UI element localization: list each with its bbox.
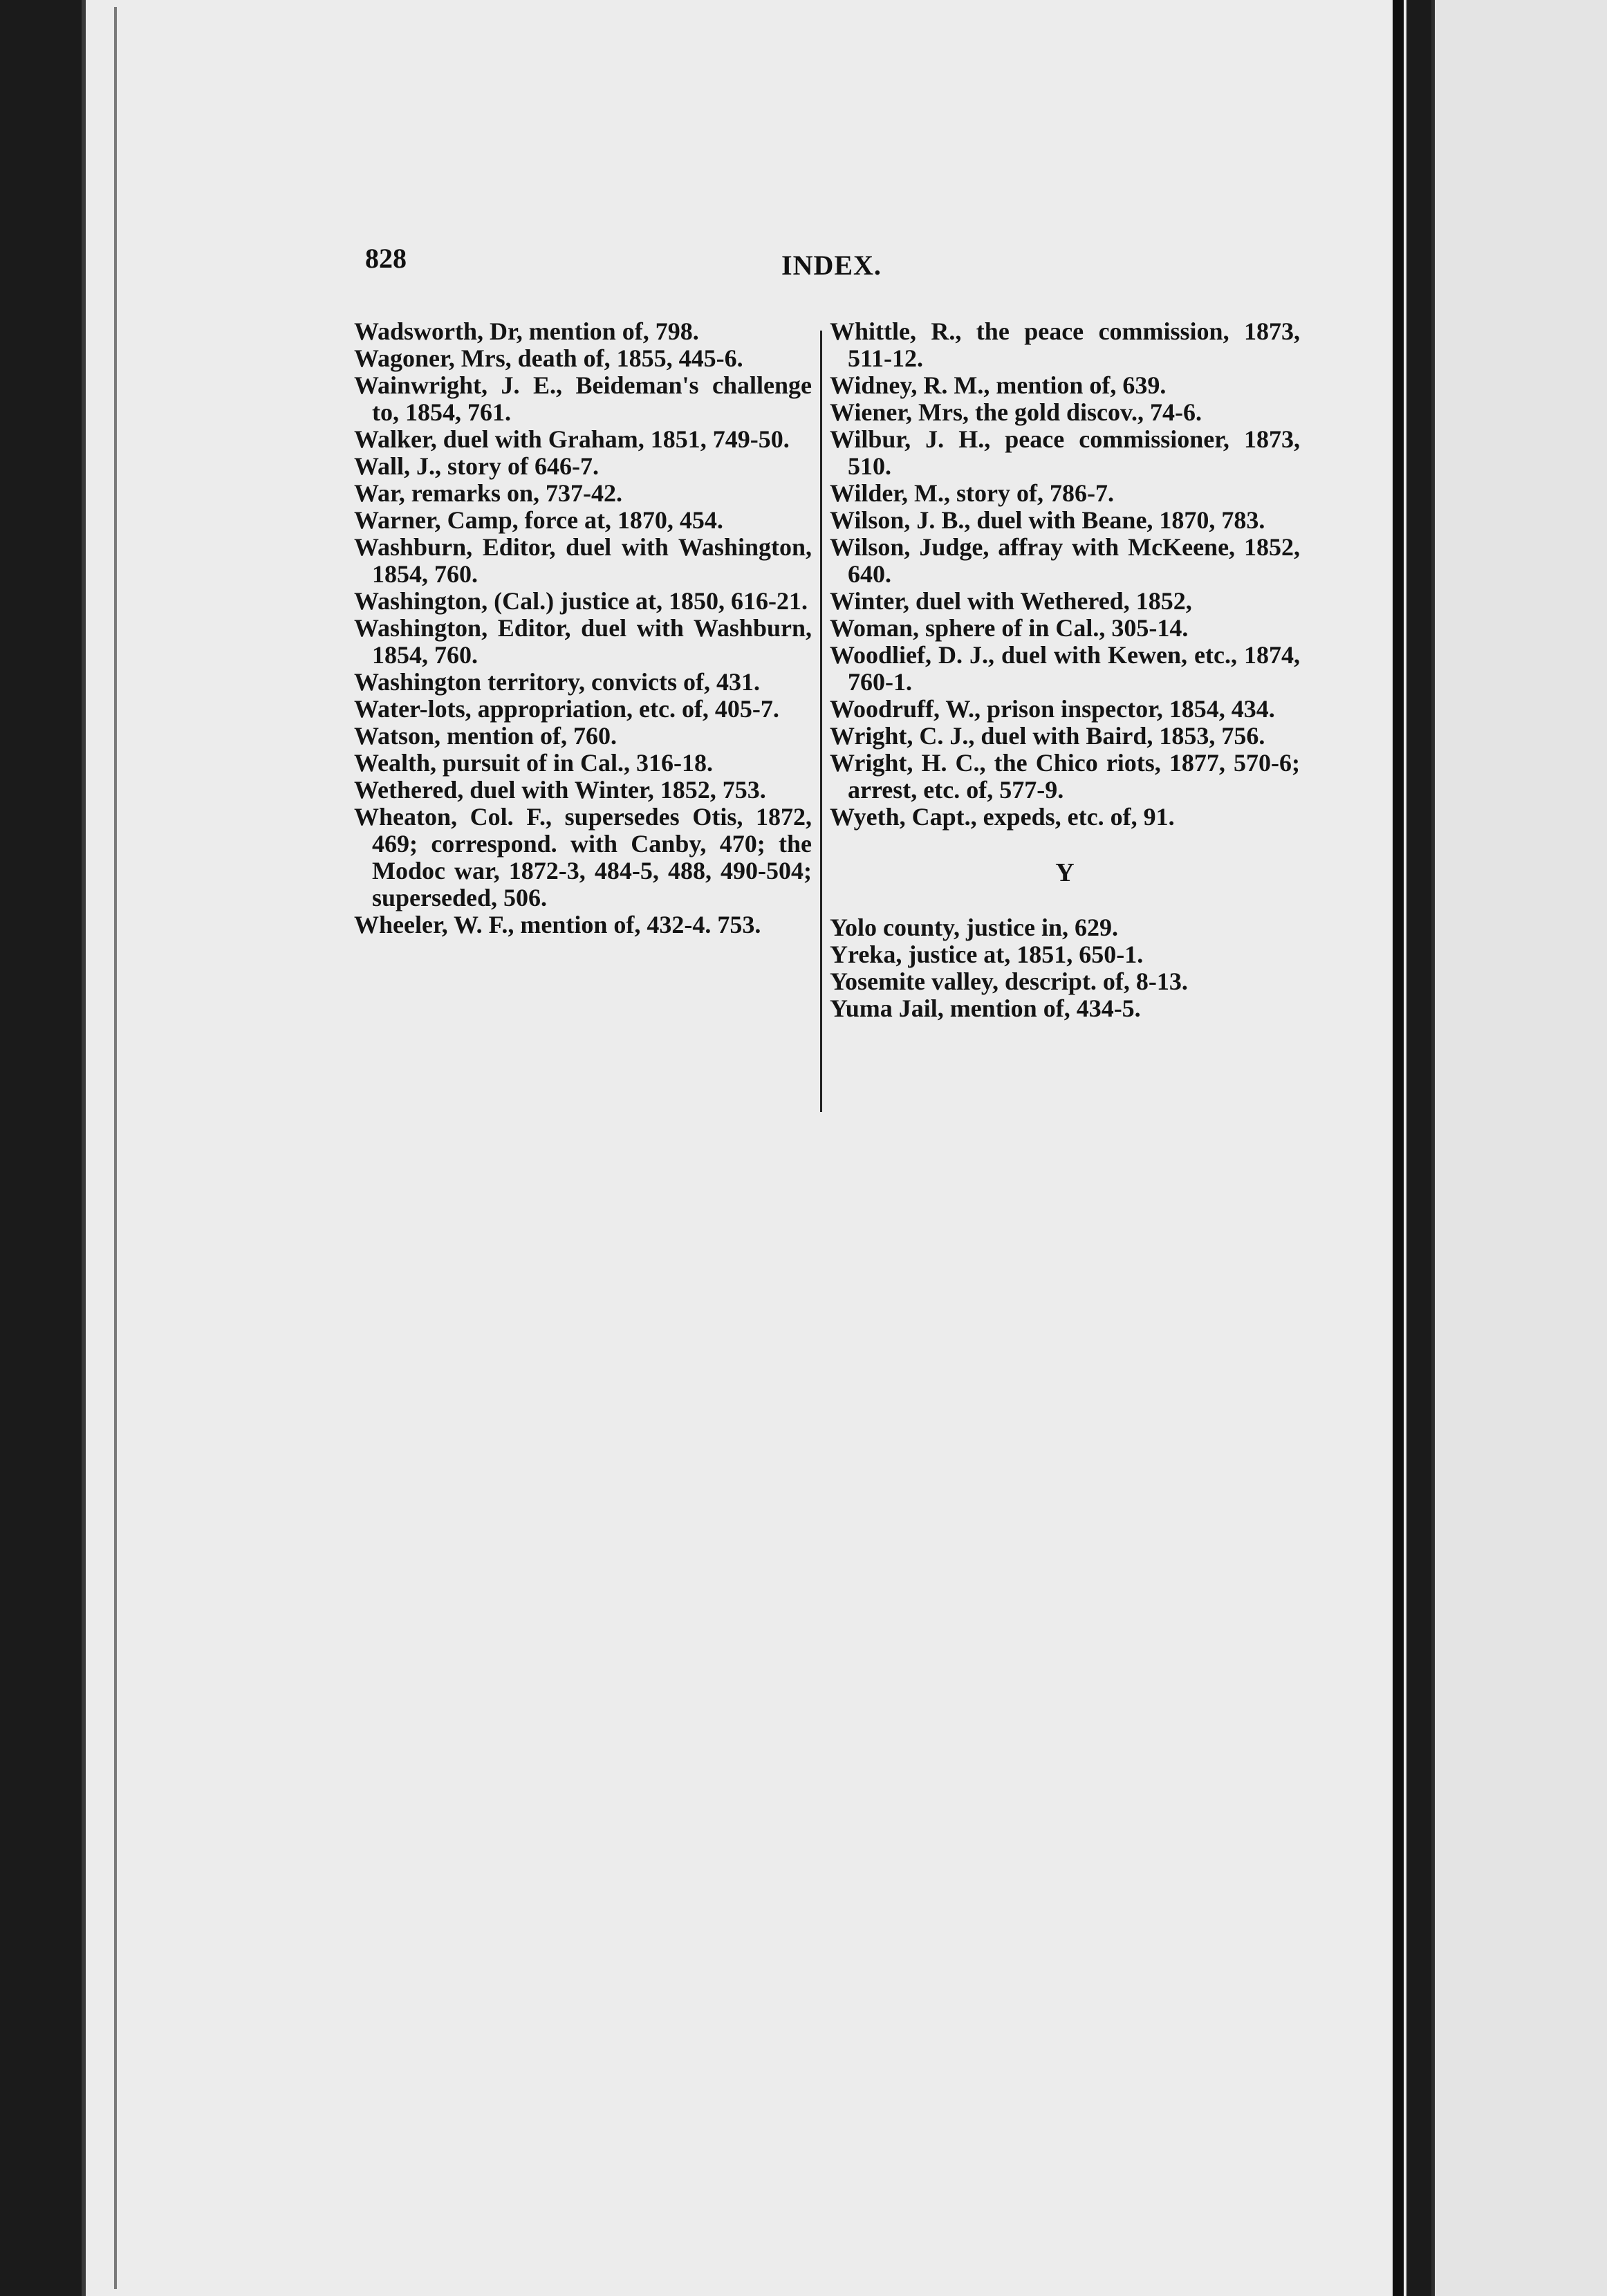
index-entry: Wyeth, Capt., expeds, etc. of, 91.: [830, 803, 1175, 831]
index-entry: Whittle, R., the peace commission, 1873, 511-12.: [830, 317, 1300, 372]
index-entry: Washington, (Cal.) justice at, 1850, 616-21.: [354, 587, 808, 615]
index-entry: Wilbur, J. H., peace commissioner, 1873, 510.: [830, 425, 1300, 480]
index-entry: War, remarks on, 737-42.: [354, 479, 623, 507]
section-letter-heading: Y: [1055, 858, 1075, 887]
index-entry: Wright, H. C., the Chico riots, 1877, 570-6; arrest, etc. of, 577-9.: [830, 749, 1300, 804]
page-number: 828: [365, 243, 407, 274]
index-column-left: [354, 318, 812, 938]
index-entry: Washburn, Editor, duel with Washington, 1854, 760.: [354, 533, 812, 588]
index-entry: Wiener, Mrs, the gold discov., 74-6.: [830, 398, 1202, 426]
index-entry: Winter, duel with Wethered, 1852,: [830, 587, 1192, 615]
index-column-right: [830, 318, 1300, 1022]
index-entry: Wagoner, Mrs, death of, 1855, 445-6.: [354, 344, 743, 372]
index-entry: Warner, Camp, force at, 1870, 454.: [354, 506, 723, 534]
index-entry: Wainwright, J. E., Beideman's challenge to, 1854, 761.: [354, 371, 812, 426]
index-entry: Wheaton, Col. F., supersedes Otis, 1872, 469; correspond. with Canby, 470; the Modoc war, 1872-3, 484-5, 488, 490-504; superseded, 506.: [354, 803, 812, 911]
running-head: INDEX.: [781, 250, 882, 281]
index-entry: Water-lots, appropriation, etc. of, 405-7.: [354, 695, 779, 723]
index-entry: Wadsworth, Dr, mention of, 798.: [354, 317, 699, 345]
index-entry: Yuma Jail, mention of, 434-5.: [830, 994, 1141, 1022]
index-entry: Washington, Editor, duel with Washburn, 1854, 760.: [354, 614, 812, 669]
index-entry: Wealth, pursuit of in Cal., 316-18.: [354, 749, 714, 777]
page-binding-edge: [114, 7, 117, 2289]
index-entry: Yolo county, justice in, 629.: [830, 914, 1119, 941]
index-entry: Woodruff, W., prison inspector, 1854, 434.: [830, 695, 1275, 723]
column-divider: [820, 331, 822, 1112]
index-entry: Yosemite valley, descript. of, 8-13.: [830, 968, 1188, 995]
index-entry: Wilson, J. B., duel with Beane, 1870, 783.: [830, 506, 1265, 534]
page-gutter: [1393, 0, 1404, 2296]
index-entry: Wilson, Judge, affray with McKeene, 1852, 640.: [830, 533, 1300, 588]
index-entry: Widney, R. M., mention of, 639.: [830, 371, 1167, 399]
index-entry: Woodlief, D. J., duel with Kewen, etc., 1874, 760-1.: [830, 641, 1300, 696]
index-entry: Wethered, duel with Winter, 1852, 753.: [354, 776, 766, 804]
index-entry: Yreka, justice at, 1851, 650-1.: [830, 941, 1144, 968]
index-entry: Wright, C. J., duel with Baird, 1853, 756.: [830, 722, 1265, 750]
index-entry: Wall, J., story of 646-7.: [354, 452, 599, 480]
index-entry: Wilder, M., story of, 786-7.: [830, 479, 1114, 507]
index-entry: Walker, duel with Graham, 1851, 749-50.: [354, 425, 790, 453]
index-entry: Watson, mention of, 760.: [354, 722, 617, 750]
index-entry: Washington territory, convicts of, 431.: [354, 668, 760, 696]
index-entry: Woman, sphere of in Cal., 305-14.: [830, 614, 1189, 642]
facing-page-edge: [1431, 0, 1607, 2296]
index-entry: Wheeler, W. F., mention of, 432-4. 753.: [354, 911, 761, 938]
